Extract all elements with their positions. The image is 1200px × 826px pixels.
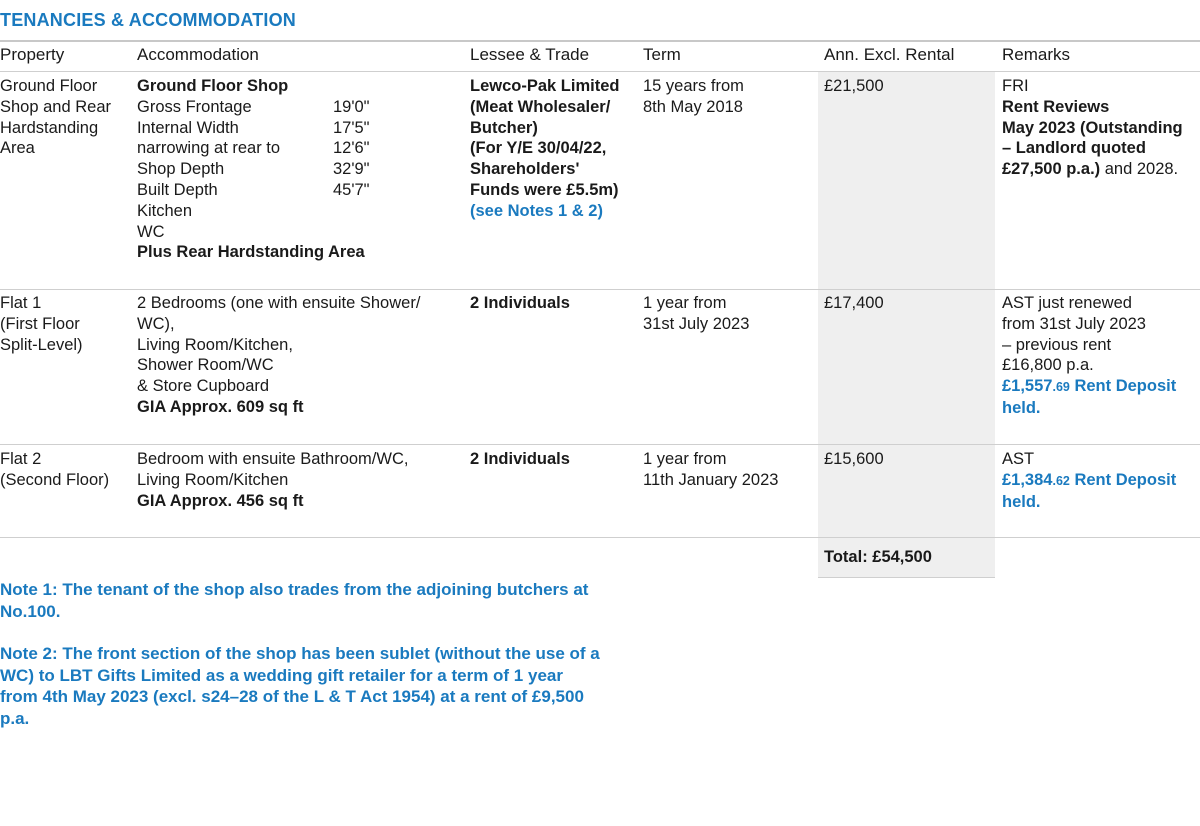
- remarks-line: FRI: [1002, 77, 1029, 95]
- accommodation-item: Internal Width: [137, 118, 239, 137]
- page-title: TENANCIES & ACCOMMODATION: [0, 10, 296, 30]
- remarks-line: – previous rent: [1002, 335, 1112, 354]
- row-1-property-line: Shop and Rear: [0, 97, 111, 116]
- dimension-value: 12'6": [333, 139, 370, 158]
- row-1-property: [0, 76, 111, 159]
- rent-deposit: [1002, 470, 1176, 492]
- dimension-value: 17'5": [333, 118, 370, 137]
- remarks-line: £16,800 p.a.: [1002, 356, 1094, 375]
- remarks-line: – Landlord quoted: [1002, 139, 1146, 158]
- remarks-line: Rent Reviews: [1002, 97, 1110, 116]
- quoted-rent: £27,500 p.a.): [1002, 160, 1101, 179]
- row-3-property: [0, 449, 109, 491]
- accommodation-item: Gross Frontage: [137, 97, 252, 116]
- term-line: 1 year from: [643, 294, 727, 312]
- accommodation-line: & Store Cupboard: [137, 377, 270, 396]
- accommodation-footer: Plus Rear Hardstanding Area: [137, 243, 365, 262]
- row-2-property: [0, 293, 83, 355]
- deposit-held: held.: [1002, 398, 1041, 417]
- accommodation-item: WC: [137, 222, 165, 241]
- note-2: Note 2: The front section of the shop has been sublet (without the use of a WC) to LBT Gifts Limited as a wedding gift retailer for a term of 1 year from 4th May 2023 (excl. s24–28 of the L & T Act 1954) at a rent of £9,500 p.a.: [0, 644, 600, 728]
- header-rental: Ann. Excl. Rental: [824, 45, 955, 64]
- accommodation-footer: GIA Approx. 609 sq ft: [137, 397, 304, 416]
- row-3-property-line: Flat 2: [0, 450, 42, 468]
- term-line: 15 years from: [643, 77, 744, 95]
- dimension-value: 45'7": [333, 180, 370, 199]
- row-2-property-line: Split-Level): [0, 335, 83, 354]
- accommodation-item: Kitchen: [137, 201, 193, 220]
- lessee-line: Butcher): [470, 118, 538, 137]
- term-line: 8th May 2018: [643, 97, 743, 116]
- row-3-term: [643, 449, 778, 491]
- total-rule: [818, 577, 995, 578]
- remarks-line: May 2023 (Outstanding: [1002, 118, 1183, 137]
- remarks-tail: and 2028.: [1100, 160, 1179, 179]
- accommodation-line: Shower Room/WC: [137, 356, 274, 375]
- row-3-accommodation: [137, 449, 408, 511]
- row-1-accommodation: [137, 76, 365, 263]
- lessee-line: Lewco-Pak Limited: [470, 77, 620, 95]
- total-rental: Total: £54,500: [824, 548, 932, 566]
- deposit-held: held.: [1002, 492, 1041, 511]
- row-2-rental: £17,400: [824, 294, 884, 312]
- dimension-value: 32'9": [333, 160, 370, 179]
- row-1-dimensions: [333, 97, 370, 201]
- accommodation-line: Bedroom with ensuite Bathroom/WC,: [137, 450, 409, 468]
- accommodation-item: Shop Depth: [137, 160, 225, 179]
- header-remarks: Remarks: [1002, 45, 1071, 64]
- remarks-line: AST: [1002, 450, 1035, 468]
- row-2-lessee: 2 Individuals: [470, 294, 570, 312]
- accommodation-title: Ground Floor Shop: [137, 77, 289, 95]
- row-2-accommodation: [137, 293, 420, 418]
- row-2-property-line: (First Floor: [0, 314, 80, 333]
- lessee-line: Funds were £5.5m): [470, 180, 619, 199]
- accommodation-footer: GIA Approx. 456 sq ft: [137, 491, 304, 510]
- deposit-amount: £1,384: [1002, 470, 1053, 489]
- row-1-rental: £21,500: [824, 77, 884, 95]
- dimension-value: 19'0": [333, 97, 370, 116]
- accommodation-line: WC),: [137, 314, 175, 333]
- accommodation-line: Living Room/Kitchen: [137, 470, 289, 489]
- term-line: 31st July 2023: [643, 314, 750, 333]
- lessee-line: Shareholders': [470, 160, 580, 179]
- deposit-pence: .62: [1052, 473, 1070, 488]
- deposit-pence: .69: [1052, 380, 1070, 395]
- header-accommodation: Accommodation: [137, 45, 259, 64]
- header-term: Term: [643, 45, 681, 64]
- row-3-rule: [0, 537, 1200, 538]
- row-1-rule: [0, 289, 1200, 290]
- term-line: 1 year from: [643, 450, 727, 468]
- remarks-line: from 31st July 2023: [1002, 314, 1146, 333]
- rent-deposit: [1002, 376, 1176, 398]
- deposit-amount: £1,557: [1002, 377, 1053, 396]
- row-2-remarks: [1002, 293, 1176, 419]
- row-3-rental: £15,600: [824, 450, 884, 468]
- deposit-label: Rent Deposit: [1069, 470, 1177, 489]
- row-3-property-line: (Second Floor): [0, 470, 110, 489]
- row-1-property-line: Area: [0, 139, 35, 158]
- row-1-remarks: [1002, 76, 1183, 180]
- row-2-rule: [0, 444, 1200, 445]
- term-line: 11th January 2023: [643, 470, 779, 489]
- row-2-property-line: Flat 1: [0, 294, 42, 312]
- row-2-term: [643, 293, 749, 335]
- accommodation-line: Living Room/Kitchen,: [137, 335, 293, 354]
- header-property: Property: [0, 45, 65, 64]
- row-1-property-line: Ground Floor: [0, 77, 98, 95]
- header-rule: [0, 71, 1200, 72]
- note-1: Note 1: The tenant of the shop also trades from the adjoining butchers at No.100.: [0, 580, 589, 621]
- accommodation-item: narrowing at rear to: [137, 139, 281, 158]
- accommodation-line: 2 Bedrooms (one with ensuite Shower/: [137, 294, 421, 312]
- accommodation-item: Built Depth: [137, 180, 218, 199]
- see-notes-link: (see Notes 1 & 2): [470, 201, 603, 220]
- row-3-remarks: [1002, 449, 1176, 512]
- lessee-line: (For Y/E 30/04/22,: [470, 139, 607, 158]
- rental-column-shading: [818, 72, 995, 578]
- row-1-lessee: [470, 76, 619, 222]
- remarks-line: AST just renewed: [1002, 294, 1132, 312]
- lessee-line: (Meat Wholesaler/: [470, 97, 611, 116]
- row-1-term: [643, 76, 744, 118]
- deposit-label: Rent Deposit: [1069, 377, 1177, 396]
- row-1-property-line: Hardstanding: [0, 118, 99, 137]
- table-top-rule: [0, 40, 1200, 42]
- header-lessee: Lessee & Trade: [470, 45, 590, 64]
- remarks-line: [1002, 159, 1183, 180]
- row-3-lessee: 2 Individuals: [470, 450, 570, 468]
